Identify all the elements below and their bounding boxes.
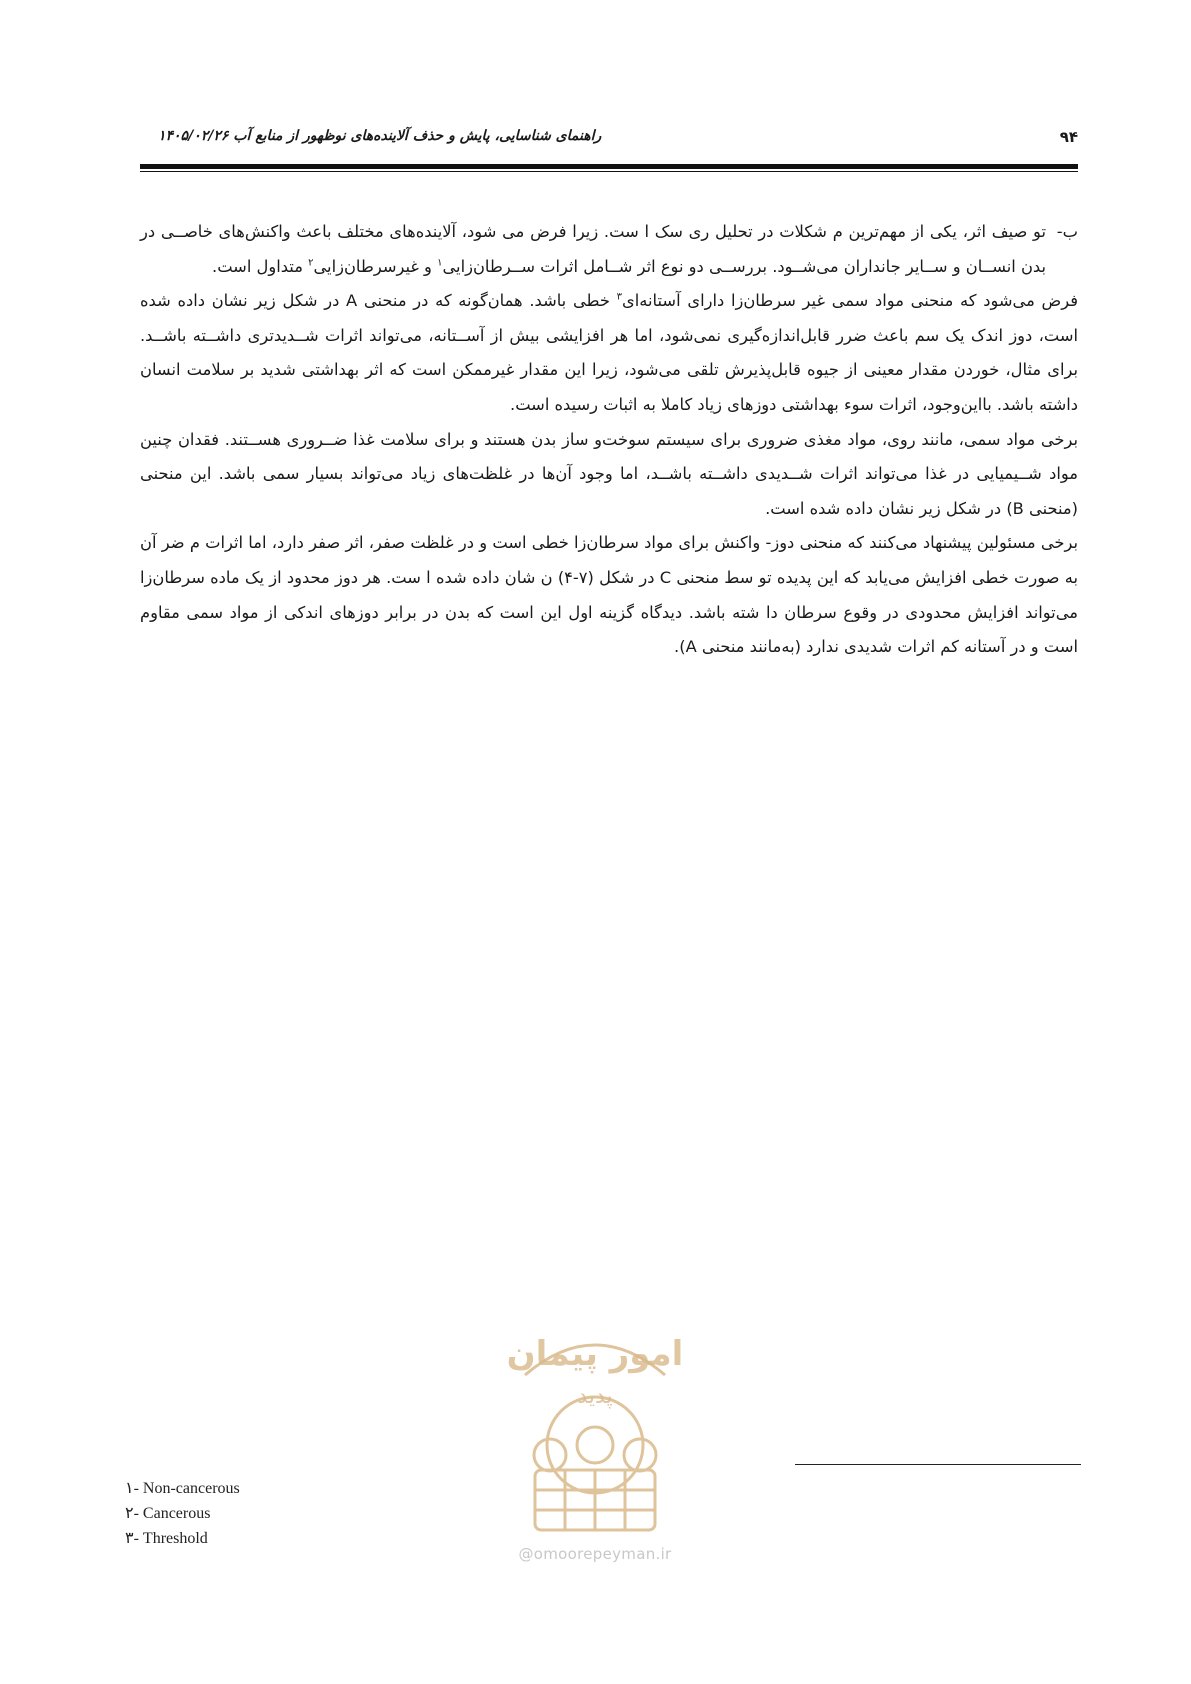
header-date: ۱۴۰۵/۰۲/۲۶ bbox=[158, 128, 229, 144]
running-title bbox=[140, 128, 601, 144]
paragraph-2-end: خطی باشد. همان‌گونه که در منحنی A در شکل زیر نشان داده شده است، دوز اندک یک سم باعث ضرر قابل‌اندازه‌گیری نمی‌شود، اما هر افزایشی بیش از آســتانه، می‌تواند اثرات شــدیدتری داشــته باشــد. برای مثال، خوردن مقدار معینی از جیوه قابل‌پذیرش تلقی می‌شود، زیرا این مقدار غیرممکن است که اثر بهداشتی شدید بر سلامت انسان داشته باشد. بااین‌وجود، اثرات سوء بهداشتی دوزهای زیاد کاملا به اثبات رسیده است. bbox=[140, 291, 1078, 414]
paragraph-1-end: متداول است. bbox=[212, 256, 309, 276]
list-marker: ب- bbox=[1056, 222, 1078, 241]
watermark-logo bbox=[495, 1295, 695, 1555]
logo-text-top: امور پیمان bbox=[506, 1334, 684, 1374]
paragraph-1 bbox=[140, 215, 1078, 284]
page-header bbox=[140, 124, 1078, 156]
footnote-1: ۱- Non-cancerous bbox=[125, 1480, 240, 1497]
paragraph-1-text: تو صیف اثر، یکی از مهم‌ترین م شکلات در تحلیل ری سک ا ست. زیرا فرض می شود، آلاینده‌های مختلف باعث واکنش‌های خاصــی در بدن انســان و ســایر جانداران می‌شــود. بررســی دو نوع اثر شــامل اثرات ســرطان‌زایی bbox=[140, 222, 1046, 276]
header-title: راهنمای شناسایی، پایش و حذف آلاینده‌های نوظهور از منابع آب bbox=[233, 128, 602, 144]
page-number: ۹۴ bbox=[1059, 128, 1078, 146]
footnote-2: ۲- Cancerous bbox=[125, 1505, 211, 1522]
logo-text-mid: پدید bbox=[577, 1384, 613, 1409]
footnote-ref-3: ۳ bbox=[616, 291, 623, 303]
header-rule-thick bbox=[140, 164, 1078, 169]
footnote-ref-1: ۱ bbox=[437, 257, 443, 269]
footnote-divider bbox=[795, 1464, 1081, 1465]
paragraph-1-mid: و غیرسرطان‌زایی bbox=[313, 256, 438, 276]
watermark-site: @omoorepeyman.ir bbox=[518, 1545, 672, 1563]
paragraph-4: برخی مسئولین پیشنهاد می‌کنند که منحنی دوز- واکنش برای مواد سرطان‌زا خطی است و در غلظت صفر، اثر صفر دارد، اما اثرات م ضر آن به صورت خطی افزایش می‌یابد که این پدیده تو سط منحنی C در شکل (۷-۴) ن شان داده شده ا ست. هر دوز محدود از یک ماده سرطان‌زا می‌تواند افزایش محدودی در وقوع سرطان دا شته باشد. دیدگاه گزینه اول این است که بدن در برابر دوزهای اندکی از مواد سمی مقاوم است و در آستانه کم اثرات شدیدی ندارد (به‌مانند منحنی A). bbox=[140, 533, 1078, 657]
paragraph-2 bbox=[140, 284, 1078, 422]
footnotes bbox=[125, 1476, 240, 1551]
paragraph-3: برخی مواد سمی، مانند روی، مواد مغذی ضروری برای سیستم سوخت‌و ساز بدن هستند و برای سلامت غذا ضــروری هســتند. فقدان چنین مواد شــیمیایی در غذا می‌تواند اثرات شــدیدی داشــته باشــد، اما وجود آن‌ها در غلظت‌های زیاد می‌تواند بسیار سمی باشد. این منحنی (منحنی B) در شکل زیر نشان داده شده است. bbox=[140, 429, 1078, 518]
paragraph-2-start: فرض می‌شود که منحنی مواد سمی غیر سرطان‌زا دارای آستانه‌ای bbox=[622, 291, 1078, 311]
footnote-3: ۳- Threshold bbox=[125, 1530, 208, 1547]
body-text bbox=[140, 215, 1078, 665]
footnote-ref-2: ۲ bbox=[308, 257, 314, 269]
header-rule-thin bbox=[140, 171, 1078, 172]
